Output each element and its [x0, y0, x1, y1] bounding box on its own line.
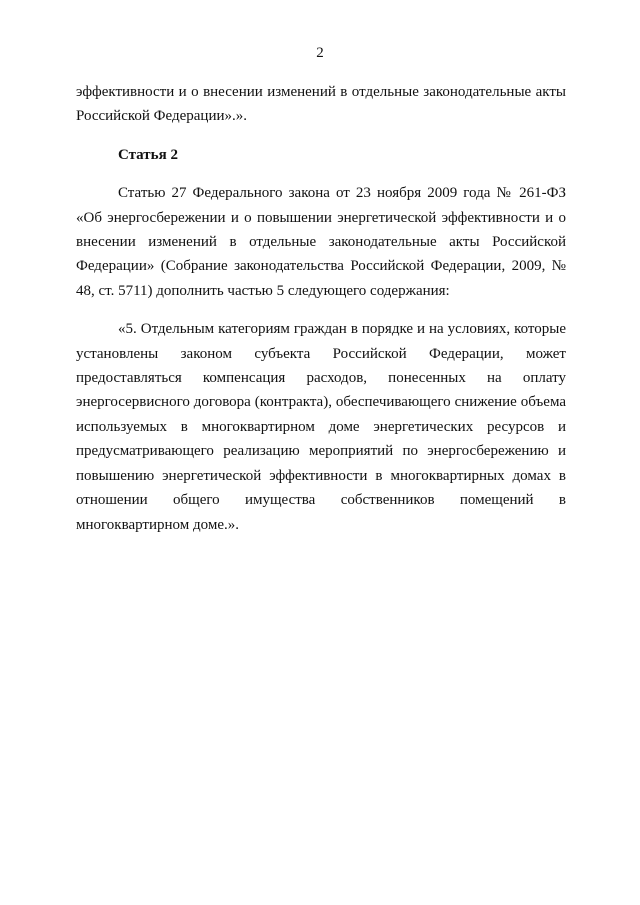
article-paragraph-1: Статью 27 Федерального закона от 23 ноября 2009 года № 261-ФЗ «Об энергосбережении и о повышении энергетической эффективности и о внесении изменений в отдельные законодательные акты Российской Федерации» (Собрание законодательства Российской Федерации, 2009, № 48, ст. 5711) дополнить частью 5 следующего содержания:: [76, 185, 566, 299]
article-heading: Статья 2: [118, 146, 178, 163]
intro-paragraph: эффективности и о внесении изменений в отдельные законодательные акты Российской Федерации».».: [76, 84, 566, 125]
document-body: [76, 80, 566, 537]
article-paragraph-2: «5. Отдельным категориям граждан в порядке и на условиях, которые установлены законом субъекта Российской Федерации, может предоставляться компенсация расходов, понесенных на оплату энергосервисного договора (контракта), обеспечивающего снижение объема используемых в многоквартирном доме энергетических ресурсов и предусматривающего реализацию мероприятий по энергосбережению и повышению энергетической эффективности в многоквартирных домах в отношении общего имущества собственников помещений в многоквартирном доме.».: [76, 321, 566, 533]
page-number: 2: [316, 45, 324, 61]
